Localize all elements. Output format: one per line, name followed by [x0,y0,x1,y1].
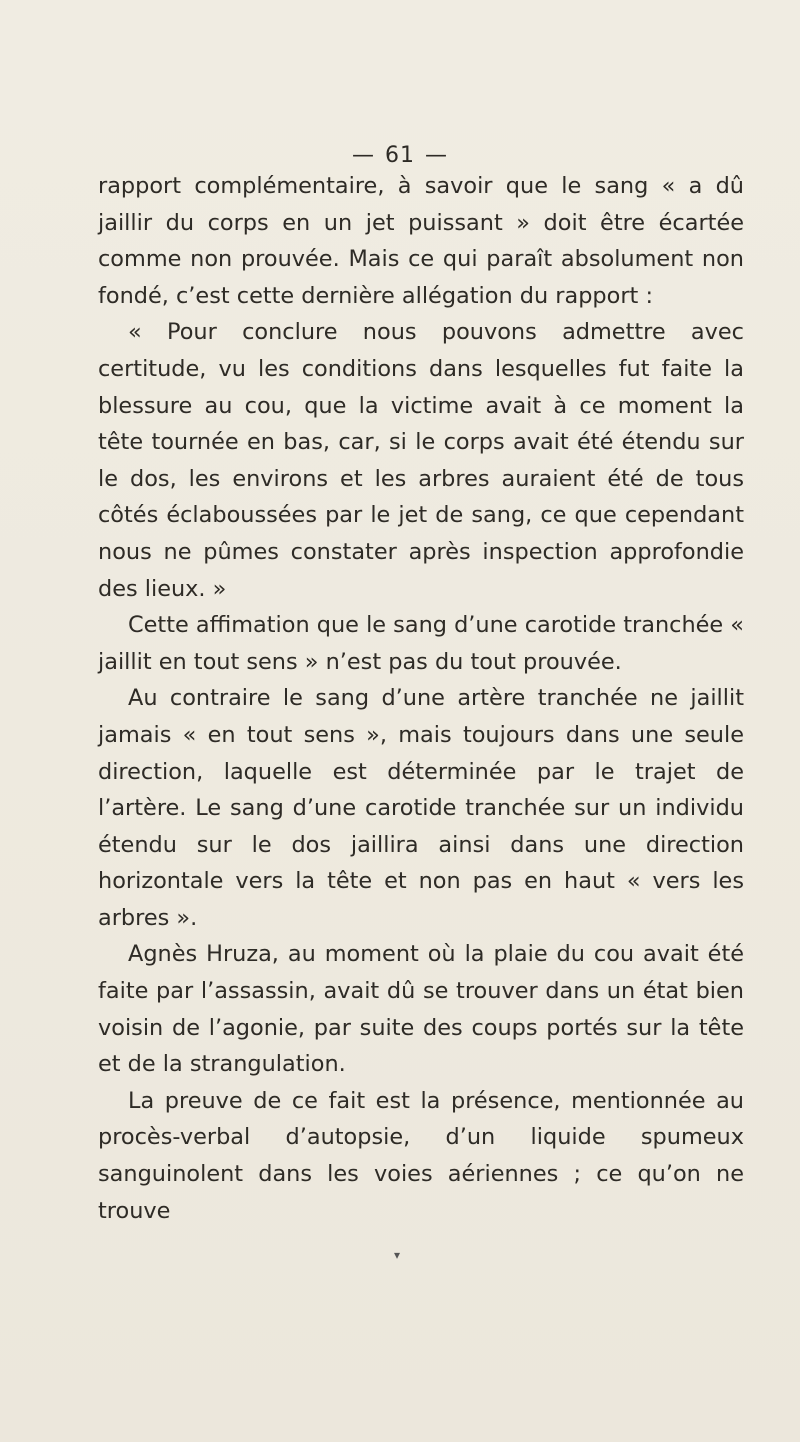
paragraph: Cette affimation que le sang d’une carotide tranchée « jaillit en tout sens » n’est pas du tout prouvée. [98,612,745,675]
footer-mark: ▾ [394,1248,401,1262]
paragraph-quotation: « Pour conclure nous pouvons admettre avec certitude, vu les conditions dans lesquelles fut faite la blessure au cou, que la victime avait à ce moment la tête tournée en bas, car, si le corps avait été étendu sur le dos, les environs et les arbres auraient été de tous côtés éclaboussées par le jet de sang, ce que cependant nous ne pûmes constater après inspection approfondie des lieux. » [98,319,744,602]
paragraph-continued: rapport complémentaire, à savoir que le sang « a dû jaillir du corps en un jet puissant » doit être écartée comme non prouvée. Mais ce qui paraît absolument non fondé, c’est cette dernière allégation du rapport : [98,173,744,309]
page-number [0,143,800,168]
paragraph: Agnès Hruza, au moment où la plaie du cou avait été faite par l’assassin, avait dû se trouver dans un état bien voisin de l’agonie, par suite des coups portés sur la tête et de la strangulation. [98,941,744,1078]
page-number-value: 61 [385,143,415,168]
paragraph: Au contraire le sang d’une artère tranchée ne jaillit jamais « en tout sens », mais toujours dans une seule direction, laquelle est déterminée par le trajet de l’artère. Le sang d’une carotide tranchée sur un individu étendu sur le dos jaillira ainsi dans une direction horizontale vers la tête et non pas en haut « vers les arbres ». [98,685,744,931]
paragraph-last: La preuve de ce fait est la présence, mentionnée au procès-verbal d’autopsie, d’un liquide spumeux sanguinolent dans les voies aériennes ; ce qu’on ne trouve [98,1087,744,1224]
page-number-dash-left: — [352,143,375,168]
page-number-dash-right: — [425,143,448,168]
body-text [98,168,744,1229]
